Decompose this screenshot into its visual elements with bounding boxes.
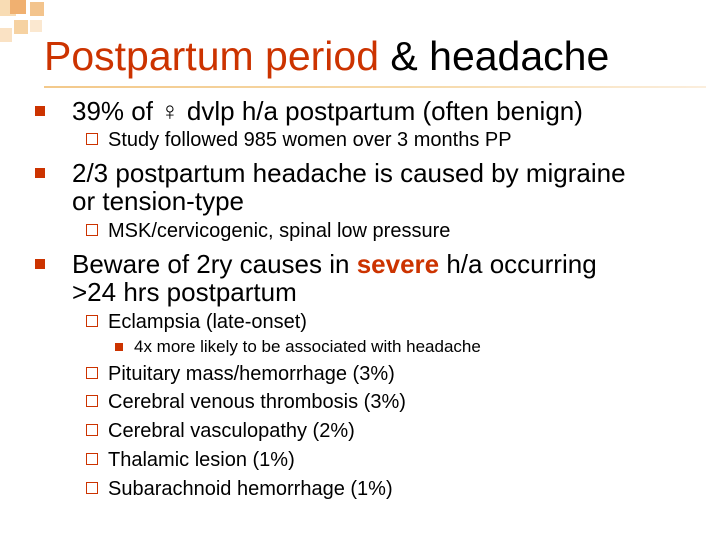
hollow-square-bullet-icon <box>86 367 98 379</box>
bullet-3-sub-4-text: Cerebral vasculopathy (2%) <box>108 420 355 442</box>
bullet-3-line-2 <box>72 278 297 306</box>
bullet-3-sub-6-text: Subarachnoid hemorrhage (1%) <box>108 478 393 500</box>
slide-title <box>44 30 609 82</box>
bullet-3-sub-5 <box>108 448 295 472</box>
title-underline <box>44 86 706 88</box>
decor-square <box>30 20 42 32</box>
square-bullet-icon <box>35 106 45 116</box>
hollow-square-bullet-icon <box>86 395 98 407</box>
square-bullet-icon <box>35 168 45 178</box>
bullet-3-text-post: h/a occurring <box>439 249 597 279</box>
bullet-3-sub-1-detail-text: 4x more likely to be associated with headache <box>134 337 481 356</box>
bullet-3-text-line-2: >24 hrs postpartum <box>72 277 297 307</box>
decor-square <box>10 0 26 14</box>
bullet-3-sub-6 <box>108 477 393 501</box>
hollow-square-bullet-icon <box>86 315 98 327</box>
bullet-1-text: 39% of ♀ dvlp h/a postpartum (often benign) <box>72 96 583 126</box>
hollow-square-bullet-icon <box>86 224 98 236</box>
bullet-2-sub-1-text: MSK/cervicogenic, spinal low pressure <box>108 220 451 242</box>
bullet-3-sub-1-text: Eclampsia (late-onset) <box>108 311 307 333</box>
bullet-2-line-2 <box>72 187 244 215</box>
bullet-3-sub-1 <box>108 310 307 334</box>
bullet-3-sub-3-text: Cerebral venous thrombosis (3%) <box>108 391 406 413</box>
square-bullet-icon <box>115 343 123 351</box>
decor-square <box>30 2 44 16</box>
bullet-3-sub-5-text: Thalamic lesion (1%) <box>108 449 295 471</box>
bullet-1 <box>72 97 583 125</box>
square-bullet-icon <box>35 259 45 269</box>
decor-square <box>14 20 28 34</box>
hollow-square-bullet-icon <box>86 424 98 436</box>
decor-square <box>0 28 12 42</box>
bullet-3-sub-4 <box>108 419 355 443</box>
hollow-square-bullet-icon <box>86 482 98 494</box>
bullet-3-sub-3 <box>108 390 406 414</box>
title-rest: & headache <box>379 33 610 79</box>
bullet-1-sub-1-text: Study followed 985 women over 3 months PP <box>108 129 512 151</box>
severe-emphasis: severe <box>356 249 440 279</box>
bullet-2-sub-1 <box>108 219 450 243</box>
bullet-3-sub-1-detail <box>134 337 481 357</box>
bullet-3 <box>72 250 597 278</box>
bullet-3-text-pre: Beware of 2ry causes in <box>72 249 357 279</box>
bullet-2-text-line-2: or tension-type <box>72 186 244 216</box>
bullet-1-sub-1 <box>108 128 512 152</box>
bullet-3-sub-2 <box>108 362 395 386</box>
title-highlight: Postpartum period <box>44 33 380 79</box>
hollow-square-bullet-icon <box>86 133 98 145</box>
hollow-square-bullet-icon <box>86 453 98 465</box>
bullet-2 <box>72 159 626 187</box>
bullet-3-sub-2-text: Pituitary mass/hemorrhage (3%) <box>108 363 395 385</box>
bullet-2-text-line-1: 2/3 postpartum headache is caused by migraine <box>72 158 626 188</box>
